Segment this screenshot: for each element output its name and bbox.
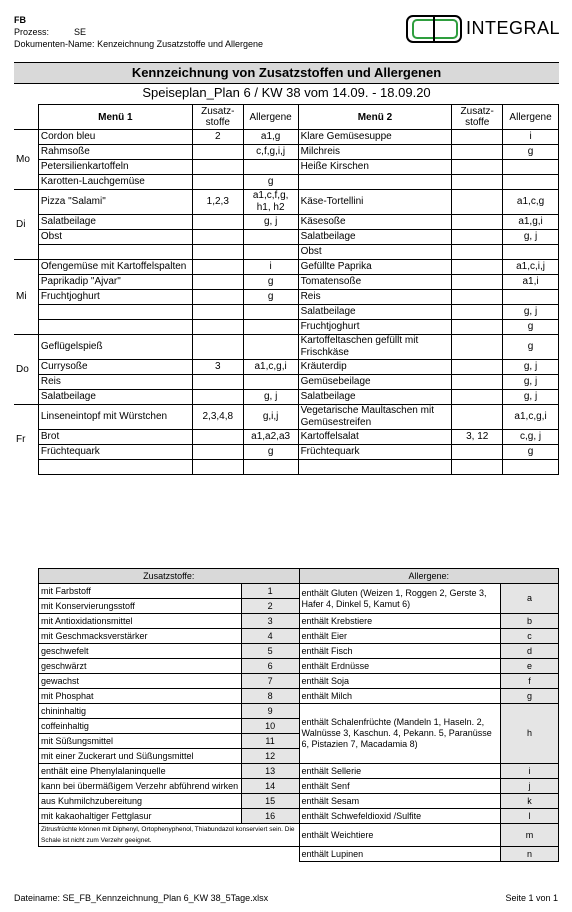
menu1-zusatz (192, 460, 243, 475)
prozess-label: Prozess: (14, 27, 50, 37)
menu-row (14, 190, 559, 215)
menu2-zusatz: 3, 12 (452, 430, 503, 445)
menu2-dish: Milchreis (298, 145, 452, 160)
menu-row (14, 160, 559, 175)
allergen-desc: enthält Schwefeldioxid /Sulfite (299, 809, 501, 824)
menu1-dish: Karotten-Lauchgemüse (38, 175, 192, 190)
menu2-allergene (503, 175, 559, 190)
logo-text: INTEGRAL (466, 18, 561, 38)
menu1-allergene: a1,a2,a3 (243, 430, 298, 445)
menu-row (14, 460, 559, 475)
legend-row (39, 779, 559, 794)
menu1-dish: Petersilienkartoffeln (38, 160, 192, 175)
footer-page: Seite 1 von 1 (505, 893, 558, 903)
allergen-code: n (501, 847, 559, 862)
allergen-desc: enthält Gluten (Weizen 1, Roggen 2, Gerste 3, Hafer 4, Dinkel 5, Kamut 6) (299, 584, 501, 614)
allergen-desc: enthält Krebstiere (299, 614, 501, 629)
menu2-dish: Salatbeilage (298, 305, 452, 320)
menu2-allergene: a1,c,i,j (503, 260, 559, 275)
menu2-allergene: g, j (503, 360, 559, 375)
menu1-zusatz: 1,2,3 (192, 190, 243, 215)
menu1-allergene (243, 230, 298, 245)
allergen-desc: enthält Sesam (299, 794, 501, 809)
menu1-zusatz: 2,3,4,8 (192, 405, 243, 430)
menu1-allergene (243, 160, 298, 175)
allergen-code: m (501, 824, 559, 847)
day-label: Mi (14, 260, 38, 335)
menu1-allergene: g, j (243, 215, 298, 230)
menu2-allergene: c,g, j (503, 430, 559, 445)
menu-row (14, 230, 559, 245)
allergen-desc: enthält Weichtiere (299, 824, 501, 847)
zusatz-desc: mit Farbstoff (39, 584, 242, 599)
allergen-code: c (501, 629, 559, 644)
menu2-zusatz (452, 445, 503, 460)
menu1-zusatz (192, 215, 243, 230)
zusatz-num: 9 (241, 704, 299, 719)
menu2-allergene: a1,c,g,i (503, 405, 559, 430)
menu1-allergene (243, 335, 298, 360)
zusatz1-header: Zusatz-stoffe (192, 105, 243, 130)
allergen-desc: enthält Senf (299, 779, 501, 794)
zusatz-num: 14 (241, 779, 299, 794)
allergen-code: i (501, 764, 559, 779)
menu1-dish: Ofengemüse mit Kartoffelspalten (38, 260, 192, 275)
legend-row (39, 704, 559, 719)
allergen-desc: enthält Fisch (299, 644, 501, 659)
menu2-header: Menü 2 (298, 105, 452, 130)
menu2-zusatz (452, 245, 503, 260)
legend-row (39, 824, 559, 847)
allergen-code: d (501, 644, 559, 659)
menu2-zusatz (452, 175, 503, 190)
menu1-dish (38, 305, 192, 320)
menu1-zusatz (192, 390, 243, 405)
menu2-dish (298, 175, 452, 190)
zusatz-desc: Zitrusfrüchte können mit Diphenyl, Ortophenyphenol, Thiabundazol konserviert sein. Die Schale ist nicht zum Verzehr geeignet. (39, 824, 300, 847)
menu2-allergene (503, 245, 559, 260)
zusatz-num: 8 (241, 689, 299, 704)
menu-row (14, 245, 559, 260)
menu2-zusatz (452, 390, 503, 405)
day-label: Fr (14, 405, 38, 475)
zusatz-num: 6 (241, 659, 299, 674)
menu1-allergene: g (243, 445, 298, 460)
menu1-dish: Cordon bleu (38, 130, 192, 145)
fb-label: FB (14, 15, 26, 25)
menu-row (14, 305, 559, 320)
menu2-dish: Fruchtjoghurt (298, 320, 452, 335)
menu1-zusatz: 3 (192, 360, 243, 375)
menu1-dish (38, 460, 192, 475)
zusatz-num: 3 (241, 614, 299, 629)
zusatz-desc: mit Phosphat (39, 689, 242, 704)
menu-row (14, 290, 559, 305)
menu1-allergene: g (243, 290, 298, 305)
menu1-zusatz (192, 260, 243, 275)
menu1-zusatz (192, 335, 243, 360)
menu1-dish (38, 320, 192, 335)
page-title: Kennzeichnung von Zusatzstoffen und Allergenen (14, 62, 559, 84)
allergen-code: k (501, 794, 559, 809)
allergene1-header: Allergene (243, 105, 298, 130)
menu2-zusatz (452, 460, 503, 475)
legend-row (39, 629, 559, 644)
zusatz-desc: mit Antioxidationsmittel (39, 614, 242, 629)
zusatz-desc: kann bei übermäßigem Verzehr abführend wirken (39, 779, 242, 794)
zusatz-desc: aus Kuhmilchzubereitung (39, 794, 242, 809)
menu2-zusatz (452, 160, 503, 175)
legend-row (39, 659, 559, 674)
menu1-dish: Pizza "Salami" (38, 190, 192, 215)
menu1-dish: Früchtequark (38, 445, 192, 460)
legend-row (39, 644, 559, 659)
menu1-zusatz (192, 305, 243, 320)
menu1-dish: Obst (38, 230, 192, 245)
legend-row (39, 584, 559, 599)
menu2-allergene: g (503, 145, 559, 160)
zusatz-num: 1 (241, 584, 299, 599)
menu1-allergene: g (243, 275, 298, 290)
menu1-allergene: c,f,g,i,j (243, 145, 298, 160)
dokument-value: Kenzeichnung Zusatzstoffe und Allergene (97, 39, 264, 49)
menu2-zusatz (452, 405, 503, 430)
menu1-allergene (243, 320, 298, 335)
allergen-desc: enthält Erdnüsse (299, 659, 501, 674)
zusatz-desc: mit Süßungsmittel (39, 734, 242, 749)
allergen-code: e (501, 659, 559, 674)
legend-row (39, 614, 559, 629)
menu1-allergene (243, 245, 298, 260)
menu1-dish: Paprikadip "Ajvar" (38, 275, 192, 290)
menu2-allergene: g, j (503, 390, 559, 405)
menu1-allergene: a1,c,g,i (243, 360, 298, 375)
allergen-desc: enthält Milch (299, 689, 501, 704)
menu1-dish: Currysoße (38, 360, 192, 375)
menu2-dish: Gemüsebeilage (298, 375, 452, 390)
menu1-zusatz (192, 375, 243, 390)
allergen-desc: enthält Eier (299, 629, 501, 644)
menu2-dish: Tomatensoße (298, 275, 452, 290)
menu-row (14, 405, 559, 430)
zusatz-desc: gewachst (39, 674, 242, 689)
dokument-label: Dokumenten-Name: (14, 39, 95, 49)
legend-row (39, 764, 559, 779)
allergen-code: b (501, 614, 559, 629)
menu-row (14, 145, 559, 160)
menu2-dish: Früchtequark (298, 445, 452, 460)
zusatz-desc: chininhaltig (39, 704, 242, 719)
day-label: Do (14, 335, 38, 405)
zusatz2-header: Zusatz-stoffe (452, 105, 503, 130)
menu1-allergene: a1,g (243, 130, 298, 145)
menu-row (14, 215, 559, 230)
menu1-allergene: g (243, 175, 298, 190)
menu2-dish: Gefüllte Paprika (298, 260, 452, 275)
menu1-allergene: i (243, 260, 298, 275)
menu-table (14, 104, 559, 475)
menu1-header: Menü 1 (38, 105, 192, 130)
menu2-allergene: i (503, 130, 559, 145)
allergen-desc: enthält Lupinen (299, 847, 501, 862)
menu2-dish: Klare Gemüsesuppe (298, 130, 452, 145)
menu2-dish: Reis (298, 290, 452, 305)
menu2-allergene (503, 160, 559, 175)
menu2-dish: Vegetarische Maultaschen mit Gemüsestreifen (298, 405, 452, 430)
menu1-dish: Salatbeilage (38, 215, 192, 230)
allergen-desc: enthält Schalenfrüchte (Mandeln 1, Haseln. 2, Walnüsse 3, Kaschun. 4, Pekann. 5, Paranüsse 6, Pistazien 7, Macadamia 8) (299, 704, 501, 764)
menu2-dish: Kartoffeltaschen gefüllt mit Frischkäse (298, 335, 452, 360)
menu1-zusatz: 2 (192, 130, 243, 145)
zusatz-desc: enthält eine Phenylalaninquelle (39, 764, 242, 779)
menu1-dish: Geflügelspieß (38, 335, 192, 360)
zusatz-num: 15 (241, 794, 299, 809)
menu-row (14, 360, 559, 375)
zusatz-num: 16 (241, 809, 299, 824)
menu1-zusatz (192, 145, 243, 160)
allergen-code: g (501, 689, 559, 704)
zusatz-desc: mit Konservierungsstoff (39, 599, 242, 614)
menu1-zusatz (192, 430, 243, 445)
menu2-dish: Obst (298, 245, 452, 260)
document-header (14, 14, 263, 50)
menu1-zusatz (192, 445, 243, 460)
menu1-dish: Reis (38, 375, 192, 390)
menu1-dish (38, 245, 192, 260)
menu2-dish: Salatbeilage (298, 230, 452, 245)
menu2-allergene: a1,c,g (503, 190, 559, 215)
menu1-zusatz (192, 230, 243, 245)
menu1-zusatz (192, 245, 243, 260)
menu2-allergene: g (503, 320, 559, 335)
menu1-dish: Salatbeilage (38, 390, 192, 405)
menu2-zusatz (452, 335, 503, 360)
menu1-dish: Linseneintopf mit Würstchen (38, 405, 192, 430)
menu1-allergene: g, j (243, 390, 298, 405)
menu-table-header (14, 105, 559, 130)
menu1-allergene: g,i,j (243, 405, 298, 430)
zusatz-num: 4 (241, 629, 299, 644)
menu1-allergene (243, 460, 298, 475)
menu2-zusatz (452, 305, 503, 320)
day-label: Di (14, 190, 38, 260)
zusatz-desc: mit kakaohaltiger Fettglasur (39, 809, 242, 824)
allergen-desc: enthält Soja (299, 674, 501, 689)
footer-filename: Dateiname: SE_FB_Kennzeichnung_Plan 6_KW 38_5Tage.xlsx (14, 893, 269, 903)
zusatz-desc: mit Geschmacksverstärker (39, 629, 242, 644)
page-subtitle: Speiseplan_Plan 6 / KW 38 vom 14.09. - 18.09.20 (142, 85, 431, 100)
legend-row (39, 689, 559, 704)
menu1-zusatz (192, 160, 243, 175)
menu1-zusatz (192, 175, 243, 190)
allergen-desc: enthält Sellerie (299, 764, 501, 779)
menu1-allergene (243, 305, 298, 320)
allergen-code: a (501, 584, 559, 614)
allergen-code: j (501, 779, 559, 794)
menu1-dish: Brot (38, 430, 192, 445)
menu2-allergene: g (503, 335, 559, 360)
zusatz-desc: coffeinhaltig (39, 719, 242, 734)
menu1-allergene (243, 375, 298, 390)
menu2-dish (298, 460, 452, 475)
menu2-allergene: g, j (503, 375, 559, 390)
menu2-dish: Käsesoße (298, 215, 452, 230)
zusatz-desc: mit einer Zuckerart und Süßungsmittel (39, 749, 242, 764)
menu2-zusatz (452, 320, 503, 335)
legend-table (38, 568, 559, 862)
allergen-code: f (501, 674, 559, 689)
allergene2-header: Allergene (503, 105, 559, 130)
menu2-zusatz (452, 230, 503, 245)
menu2-allergene: g, j (503, 230, 559, 245)
allergene-legend-header: Allergene: (299, 569, 558, 584)
menu2-dish: Salatbeilage (298, 390, 452, 405)
menu-row (14, 375, 559, 390)
menu-row (14, 445, 559, 460)
legend-empty (39, 847, 300, 862)
menu1-allergene: a1,c,f,g, h1, h2 (243, 190, 298, 215)
zusatz-num: 7 (241, 674, 299, 689)
menu2-dish: Kartoffelsalat (298, 430, 452, 445)
zusatz-desc: geschwärzt (39, 659, 242, 674)
prozess-value: SE (74, 27, 87, 37)
menu1-dish: Fruchtjoghurt (38, 290, 192, 305)
menu2-zusatz (452, 145, 503, 160)
menu2-allergene (503, 460, 559, 475)
menu-row (14, 260, 559, 275)
menu1-zusatz (192, 275, 243, 290)
menu-row (14, 175, 559, 190)
menu-row (14, 335, 559, 360)
zusatz-num: 12 (241, 749, 299, 764)
zusatz-num: 13 (241, 764, 299, 779)
menu2-allergene (503, 290, 559, 305)
menu2-allergene: a1,i (503, 275, 559, 290)
menu2-zusatz (452, 375, 503, 390)
menu2-allergene: g, j (503, 305, 559, 320)
zusatz-desc: geschwefelt (39, 644, 242, 659)
legend-row (39, 847, 559, 862)
menu2-zusatz (452, 190, 503, 215)
menu2-allergene: a1,g,i (503, 215, 559, 230)
menu2-zusatz (452, 215, 503, 230)
menu-row (14, 430, 559, 445)
zusatz-num: 2 (241, 599, 299, 614)
allergen-code: h (501, 704, 559, 764)
allergen-code: l (501, 809, 559, 824)
menu-row (14, 390, 559, 405)
menu2-zusatz (452, 130, 503, 145)
menu2-dish: Käse-Tortellini (298, 190, 452, 215)
zusatz-num: 11 (241, 734, 299, 749)
menu2-allergene: g (503, 445, 559, 460)
zusatz-num: 10 (241, 719, 299, 734)
zusatz-num: 5 (241, 644, 299, 659)
menu2-dish: Kräuterdip (298, 360, 452, 375)
day-label: Mo (14, 130, 38, 190)
zusatz-legend-header: Zusatzstoffe: (39, 569, 300, 584)
menu-row (14, 320, 559, 335)
menu1-dish: Rahmsoße (38, 145, 192, 160)
menu1-zusatz (192, 290, 243, 305)
menu-row (14, 275, 559, 290)
menu2-dish: Heiße Kirschen (298, 160, 452, 175)
menu2-zusatz (452, 290, 503, 305)
legend-row (39, 794, 559, 809)
menu2-zusatz (452, 360, 503, 375)
menu2-zusatz (452, 275, 503, 290)
legend-row (39, 674, 559, 689)
legend-row (39, 809, 559, 824)
menu1-zusatz (192, 320, 243, 335)
menu-row (14, 130, 559, 145)
menu2-zusatz (452, 260, 503, 275)
